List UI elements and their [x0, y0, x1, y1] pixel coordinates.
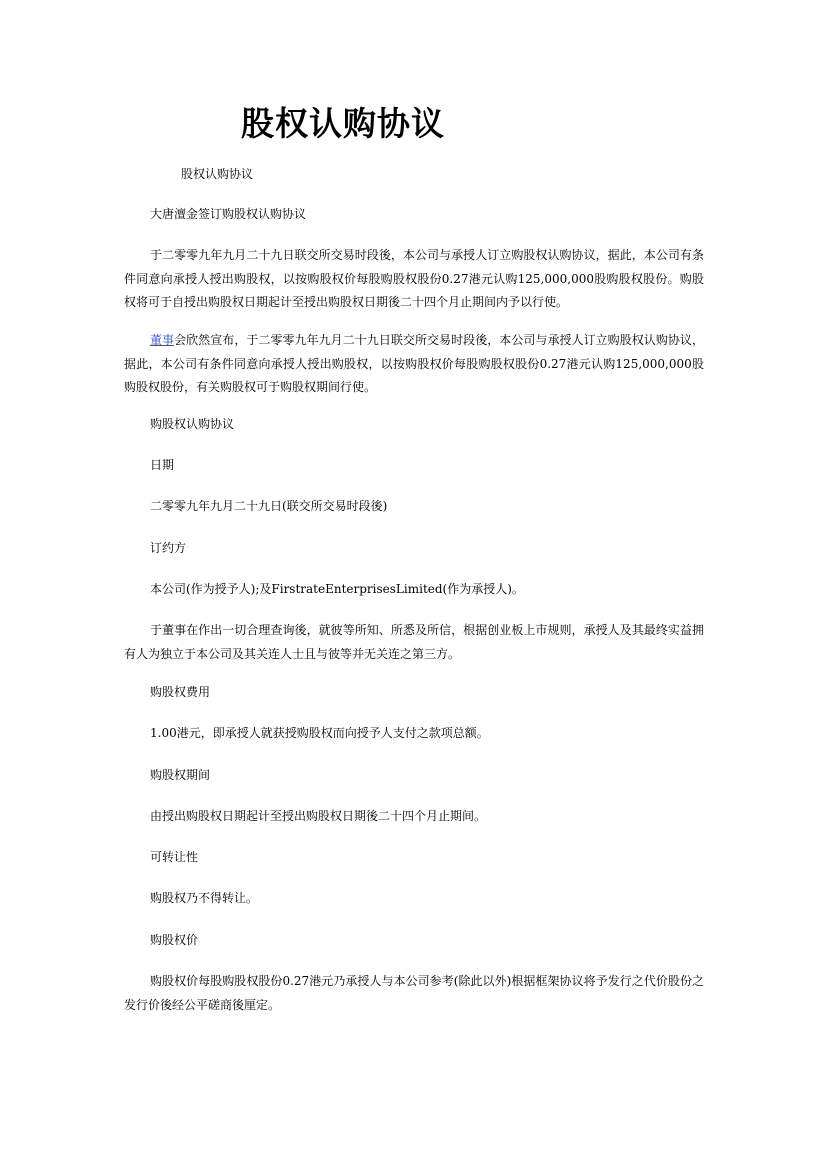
section-heading-option-fee: 购股权费用 — [150, 685, 211, 699]
paragraph-summary: 于二零零九年九月二十九日联交所交易时段後，本公司与承授人订立购股权认购协议，据此，本公司有条件同意向承授人授出购股权，以按购股权价每股购股权股份0.27港元认购125,000,000股购股权股份。购股权将可于自授出购股权日期起计至授出购股权日期後二十四个月止期间内予以行使。 — [124, 248, 704, 309]
directors-link[interactable]: 董事 — [150, 333, 175, 347]
section-heading-transferability: 可转让性 — [150, 850, 199, 864]
paragraph-option-period: 由授出购股权日期起计至授出购股权日期後二十四个月止期间。 — [150, 809, 487, 823]
paragraph-option-price: 购股权价每股购股权股份0.27港元乃承授人与本公司参考(除此以外)根据框架协议将予发行之代价股份之发行价後经公平磋商後厘定。 — [124, 974, 704, 1012]
section-heading-parties: 订约方 — [150, 541, 187, 555]
paragraph-announcement — [124, 329, 704, 400]
section-heading-date: 日期 — [150, 458, 175, 472]
paragraph-transferability: 购股权乃不得转让。 — [150, 891, 259, 905]
section-heading-agreement: 购股权认购协议 — [150, 417, 235, 431]
section-heading-option-price: 购股权价 — [150, 933, 199, 947]
paragraph-option-fee: 1.00港元，即承授人就获授购股权而向授予人支付之款项总额。 — [150, 726, 489, 740]
document-title: 股权认购协议 — [241, 104, 445, 143]
document-subtitle: 股权认购协议 — [181, 167, 254, 181]
section-heading-option-period: 购股权期间 — [150, 768, 211, 782]
paragraph-announcement-text: 会欣然宣布，于二零零九年九月二十九日联交所交易时段後，本公司与承授人订立购股权认购协议，据此，本公司有条件同意向承授人授出购股权，以按购股权价每股购股权股份0.27港元认购125,000,000股购股权股份，有关购股权可于购股权期间行使。 — [124, 333, 704, 394]
paragraph-independence: 于董事在作出一切合理查询後，就彼等所知、所悉及所信，根据创业板上市规则，承授人及其最终实益拥有人为独立于本公司及其关连人士且与彼等并无关连之第三方。 — [124, 623, 704, 661]
paragraph-headline: 大唐澶金签订购股权认购协议 — [150, 207, 307, 221]
paragraph-parties: 本公司(作为授予人);及FirstrateEnterprisesLimited(作为承授人)。 — [150, 582, 524, 596]
paragraph-date: 二零零九年九月二十九日(联交所交易时段後) — [150, 499, 388, 513]
